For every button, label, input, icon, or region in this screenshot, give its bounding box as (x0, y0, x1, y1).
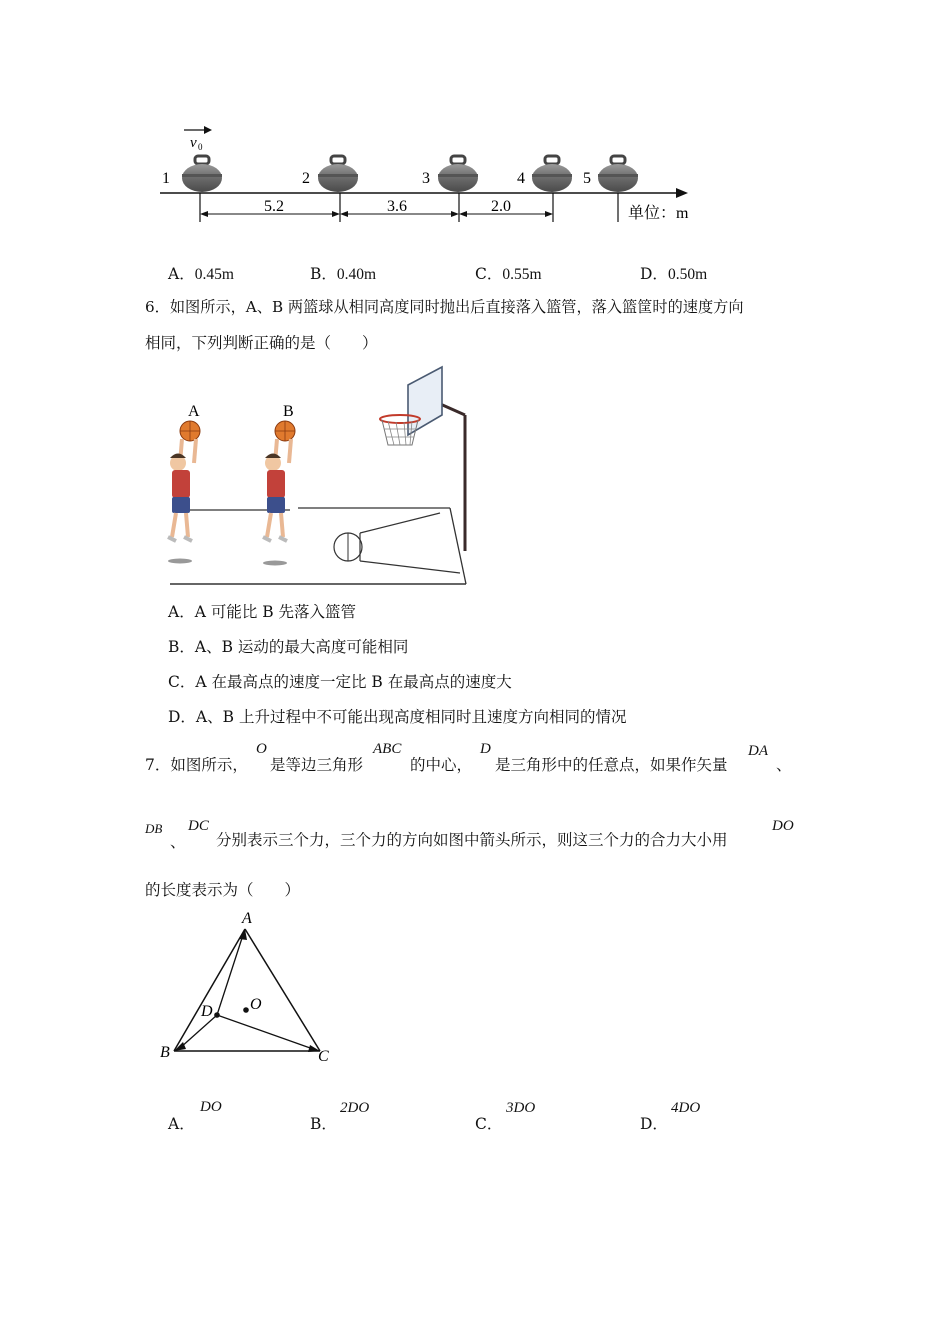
curling-stone-4 (532, 156, 572, 192)
q7-option-d-expr: 4DO (671, 1100, 701, 1116)
curling-stone-3 (438, 156, 478, 192)
point-label-o: O (250, 996, 262, 1013)
stone-label-2: 2 (302, 170, 310, 187)
q7-db-vector: DB (145, 821, 163, 836)
curling-figure (150, 118, 710, 230)
player-a (168, 421, 200, 564)
curling-stone-5 (598, 156, 638, 192)
vector-dc (217, 1015, 313, 1049)
stone-label-1: 1 (162, 170, 170, 187)
q7-separator-2: 、 (170, 833, 186, 851)
point-label-d: D (201, 1003, 213, 1020)
vertex-label-b: B (160, 1044, 170, 1061)
distance-label-1: 5.2 (264, 198, 284, 215)
q7-option-b-expr: 2DO (340, 1100, 370, 1116)
q6-stem-line2: 相同，下列判断正确的是（ ） (145, 334, 378, 352)
basketball-figure (160, 365, 480, 590)
curling-stone-1 (182, 156, 222, 192)
q5-option-c: C．0.55m (475, 265, 542, 283)
v0-label: v (190, 135, 197, 151)
q5-option-a: A．0.45m (168, 265, 234, 283)
q7-separator-1: 、 (776, 756, 792, 774)
q7-do-vector: DO (772, 818, 794, 834)
q6-option-d: D．A、B 上升过程中不可能出现高度相同时且速度方向相同的情况 (168, 708, 627, 726)
vertex-label-c: C (318, 1048, 329, 1065)
player-label-b: B (283, 403, 294, 420)
q7-option-c-letter: C． (475, 1115, 503, 1133)
q7-option-d-letter: D． (640, 1115, 668, 1133)
v0-subscript: 0 (198, 142, 203, 152)
key-bottom (360, 561, 460, 573)
q7-option-b-letter: B． (310, 1115, 337, 1133)
track-arrowhead (676, 188, 688, 198)
q7-dc-vector: DC (188, 818, 209, 834)
q7-center-text: 的中心， (410, 756, 473, 774)
q7-any-point-text: 是三角形中的任意点，如果作矢量 (495, 756, 728, 774)
vector-da (217, 935, 243, 1015)
stone-label-4: 4 (517, 170, 525, 187)
q5-option-b: B．0.40m (310, 265, 377, 283)
distance-label-3: 2.0 (491, 198, 511, 215)
player-b (263, 421, 295, 566)
vertex-label-a: A (242, 910, 252, 927)
curling-stone-2 (318, 156, 358, 192)
q7-d-symbol: D (480, 741, 491, 757)
unit-label: 单位：m (628, 205, 689, 222)
q6-stem-line1: 6．如图所示，A、B 两篮球从相同高度同时抛出后直接落入篮管，落入篮筐时的速度方向 (145, 298, 744, 316)
q7-da-vector: DA (748, 743, 768, 759)
q7-option-a-letter: A． (168, 1115, 195, 1133)
q7-o-symbol: O (256, 741, 267, 757)
q7-equilateral-text: 是等边三角形 (270, 756, 364, 774)
q7-three-forces-text: 分别表示三个力，三个力的方向如图中箭头所示，则这三个力的合力大小用 (216, 831, 728, 849)
q6-option-a: A．A 可能比 B 先落入篮管 (168, 603, 357, 621)
q7-option-a-expr: DO (200, 1099, 222, 1115)
stone-label-3: 3 (422, 170, 430, 187)
q7-stem-line3: 的长度表示为（ ） (145, 881, 301, 899)
distance-label-2: 3.6 (387, 198, 407, 215)
v0-arrowhead (204, 126, 212, 134)
q6-option-b: B．A、B 运动的最大高度可能相同 (168, 638, 409, 656)
point-o (243, 1007, 249, 1013)
backboard (408, 367, 442, 435)
q7-option-c-expr: 3DO (506, 1100, 536, 1116)
point-d (214, 1012, 220, 1018)
stone-label-5: 5 (583, 170, 591, 187)
q7-abc-symbol: ABC (373, 741, 402, 757)
q6-option-c: C．A 在最高点的速度一定比 B 在最高点的速度大 (168, 673, 512, 691)
q7-prefix: 7．如图所示， (145, 756, 248, 774)
player-label-a: A (188, 403, 200, 420)
key-top (360, 513, 440, 533)
q5-option-d: D．0.50m (640, 265, 708, 283)
triangle-figure (150, 905, 350, 1070)
